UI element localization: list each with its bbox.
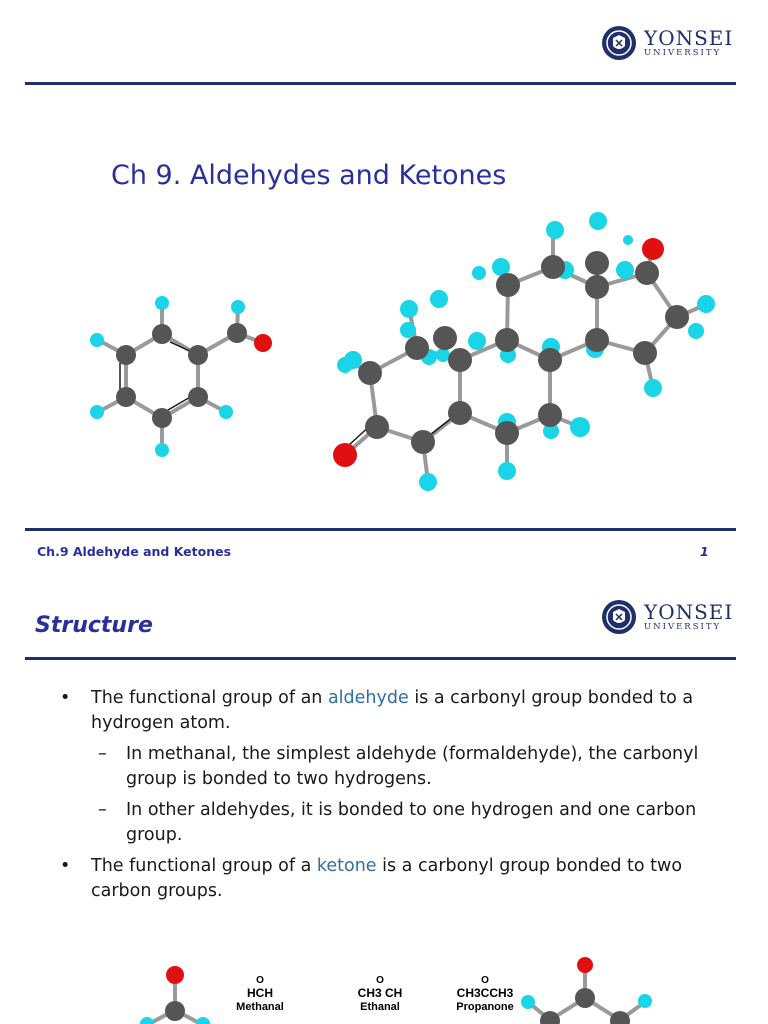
header-rule bbox=[25, 82, 736, 85]
keyword-aldehyde: aldehyde bbox=[327, 688, 409, 708]
footer-chapter: Ch.9 Aldehyde and Ketones bbox=[37, 544, 232, 559]
formula-text: CH3CCH3 bbox=[456, 986, 514, 1000]
bullet-dot: • bbox=[60, 688, 71, 708]
formula-propanone bbox=[445, 976, 525, 1014]
bullet-text-post: is a carbonyl group bonded to a hydrogen atom. bbox=[91, 688, 694, 733]
footer-rule bbox=[25, 528, 736, 531]
subbullet-other-aldehydes bbox=[60, 798, 730, 848]
bullet-ketone bbox=[60, 854, 730, 904]
propanone-model bbox=[515, 950, 665, 1024]
logo-wordmark: YONSEI bbox=[644, 600, 734, 624]
bullet-text-pre: The functional group of an bbox=[91, 688, 328, 708]
dash-marker: – bbox=[98, 744, 107, 764]
subbullet-text: In methanal, the simplest aldehyde (formaldehyde), the carbonyl group is bonded to two hydrogens. bbox=[126, 744, 699, 789]
section-rule bbox=[25, 657, 736, 660]
section-title: Structure bbox=[35, 613, 153, 638]
formula-text: CH3 CH bbox=[357, 986, 403, 1000]
bullet-dot: • bbox=[60, 856, 71, 876]
formula-text: HCH bbox=[247, 986, 273, 1000]
dash-marker: – bbox=[98, 800, 107, 820]
subbullet-methanal bbox=[60, 742, 730, 792]
compound-name: Propanone bbox=[456, 1001, 514, 1013]
steroid-model bbox=[325, 205, 725, 500]
yonsei-seal-icon bbox=[600, 598, 638, 636]
yonsei-logo-2 bbox=[600, 598, 734, 638]
benzaldehyde-model bbox=[80, 290, 280, 465]
slide-title: Ch 9. Aldehydes and Ketones bbox=[111, 160, 507, 191]
carbonyl-oxygen: O bbox=[256, 975, 264, 986]
yonsei-logo bbox=[600, 24, 734, 64]
yonsei-seal-icon bbox=[600, 24, 638, 62]
bullet-aldehyde bbox=[60, 686, 730, 736]
subbullet-text: In other aldehydes, it is bonded to one hydrogen and one carbon group. bbox=[126, 800, 697, 845]
bullet-text-post: is a carbonyl group bonded to two carbon groups. bbox=[91, 856, 683, 901]
formula-ethanal bbox=[350, 976, 410, 1014]
logo-subtext: UNIVERSITY bbox=[644, 48, 722, 58]
content-body bbox=[60, 686, 730, 910]
bullet-text-pre: The functional group of a bbox=[91, 856, 317, 876]
compound-name: Ethanal bbox=[360, 1001, 400, 1013]
footer-page-number: 1 bbox=[700, 544, 709, 559]
compound-name: Methanal bbox=[236, 1001, 284, 1013]
keyword-ketone: ketone bbox=[316, 856, 377, 876]
formula-methanal bbox=[230, 976, 290, 1014]
carbonyl-oxygen: O bbox=[376, 975, 384, 986]
carbonyl-oxygen: O bbox=[481, 975, 489, 986]
logo-wordmark: YONSEI bbox=[644, 26, 734, 50]
methanal-model bbox=[135, 958, 215, 1024]
logo-subtext: UNIVERSITY bbox=[644, 622, 722, 632]
